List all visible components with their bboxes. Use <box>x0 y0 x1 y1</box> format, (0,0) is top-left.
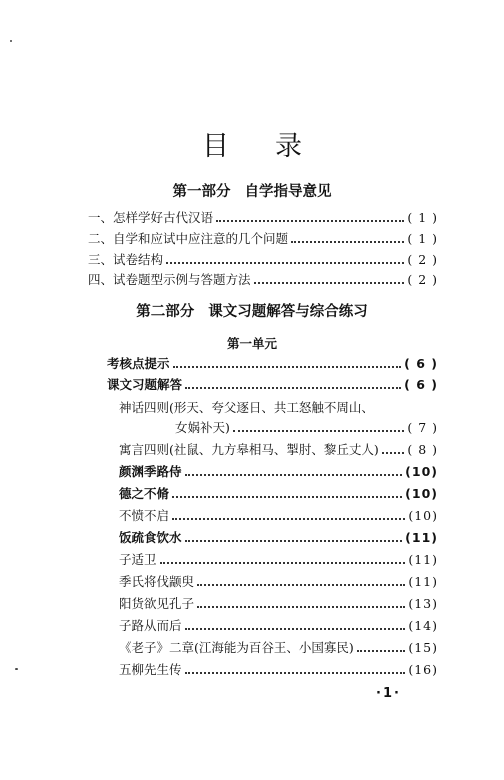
toc-entry[interactable] <box>119 506 438 526</box>
dot-leader <box>185 540 403 542</box>
dot-leader <box>291 241 404 243</box>
part2-label: 第二部分 <box>136 304 195 320</box>
toc-entry-page: ( 1 ) <box>407 210 438 225</box>
dot-leader <box>166 262 404 264</box>
dot-leader <box>197 584 405 586</box>
toc-entry[interactable] <box>119 572 438 592</box>
toc-entry-label: 三、试卷结构 <box>88 252 164 267</box>
dot-leader <box>160 562 406 564</box>
toc-entry[interactable] <box>88 250 438 270</box>
unit1-heading: 第一单元 <box>226 336 277 351</box>
toc-entry-page: (10) <box>405 464 438 479</box>
part2-heading <box>0 300 504 321</box>
dot-leader <box>216 220 404 222</box>
toc-entry-label: 子路从而后 <box>119 618 182 633</box>
toc-entry-page: (11) <box>408 574 438 589</box>
toc-entry[interactable] <box>119 660 438 680</box>
toc-entry[interactable] <box>119 528 438 548</box>
dot-leader <box>254 282 405 284</box>
toc-entry-page: (10) <box>408 508 438 523</box>
scan-speck <box>10 40 12 42</box>
dot-leader <box>172 496 402 498</box>
part1-label: 第一部分 <box>172 184 231 200</box>
toc-entry-page: (11) <box>408 552 438 567</box>
toc-entry[interactable] <box>88 208 438 228</box>
dot-leader <box>185 672 406 674</box>
toc-entry-label: 女娲补天) <box>175 420 230 435</box>
toc-entry-page: (16) <box>408 662 438 677</box>
part1-name: 自学指导意见 <box>244 184 332 200</box>
toc-entry[interactable] <box>119 550 438 570</box>
toc-entry[interactable] <box>175 418 438 438</box>
toc-entry[interactable] <box>119 440 438 460</box>
toc-entry[interactable] <box>119 616 438 636</box>
toc-entry-label: 寓言四则(社鼠、九方皋相马、掣肘、黎丘丈人) <box>119 442 379 457</box>
toc-entry[interactable] <box>88 229 438 249</box>
toc-entry-label: 四、试卷题型示例与答题方法 <box>88 272 251 287</box>
toc-entry-label: 《老子》二章(江海能为百谷王、小国寡民) <box>119 640 354 655</box>
toc-entry-page: ( 6 ) <box>404 377 438 392</box>
toc-entry-label: 颜渊季路侍 <box>119 464 182 479</box>
page-number: ·1· <box>376 686 401 701</box>
toc-entry-page: (14) <box>408 618 438 633</box>
toc-entry-label: 季氏将伐颛臾 <box>119 574 195 589</box>
part2-name: 课文习题解答与综合练习 <box>208 304 368 320</box>
toc-entry[interactable] <box>119 462 438 482</box>
dot-leader <box>185 387 401 389</box>
toc-entry-page: (13) <box>408 596 438 611</box>
scan-speck <box>15 668 18 670</box>
toc-entry-page: (15) <box>408 640 438 655</box>
toc-entry-page: ( 7 ) <box>407 420 438 435</box>
toc-entry-label[interactable]: 神话四则(形天、夸父逐日、共工怒触不周山、 <box>119 400 374 415</box>
toc-entry-page: (10) <box>405 486 438 501</box>
toc-entry-label: 饭疏食饮水 <box>119 530 182 545</box>
toc-entry[interactable] <box>107 375 438 395</box>
dot-leader <box>233 430 404 432</box>
dot-leader <box>197 606 405 608</box>
dot-leader <box>185 474 403 476</box>
dot-leader <box>172 518 405 520</box>
toc-entry-label: 考核点提示 <box>107 356 170 371</box>
part1-heading <box>0 180 504 201</box>
toc-entry-page: ( 2 ) <box>407 272 438 287</box>
toc-entry[interactable] <box>119 484 438 504</box>
dot-leader <box>382 452 405 454</box>
toc-entry-label: 五柳先生传 <box>119 662 182 677</box>
toc-entry-page: ( 6 ) <box>404 356 438 371</box>
toc-entry-label: 阳货欲见孔子 <box>119 596 195 611</box>
dot-leader <box>173 366 402 368</box>
toc-entry-label: 二、自学和应试中应注意的几个问题 <box>88 231 289 246</box>
toc-entry-label: 课文习题解答 <box>107 377 183 392</box>
toc-entry[interactable] <box>88 270 438 290</box>
toc-entry[interactable] <box>119 594 438 614</box>
toc-entry-page: ( 1 ) <box>407 231 438 246</box>
page-title: 目录 <box>202 131 348 162</box>
toc-entry-page: (11) <box>405 530 438 545</box>
toc-entry-label: 德之不脩 <box>119 486 170 501</box>
toc-entry-page: ( 8 ) <box>407 442 438 457</box>
toc-entry[interactable] <box>107 354 438 374</box>
toc-entry[interactable] <box>119 638 438 658</box>
toc-entry-label: 一、怎样学好古代汉语 <box>88 210 214 225</box>
dot-leader <box>185 628 406 630</box>
dot-leader <box>357 650 406 652</box>
toc-entry-label: 不愤不启 <box>119 508 170 523</box>
toc-entry-label: 子适卫 <box>119 552 157 567</box>
toc-entry-page: ( 2 ) <box>407 252 438 267</box>
